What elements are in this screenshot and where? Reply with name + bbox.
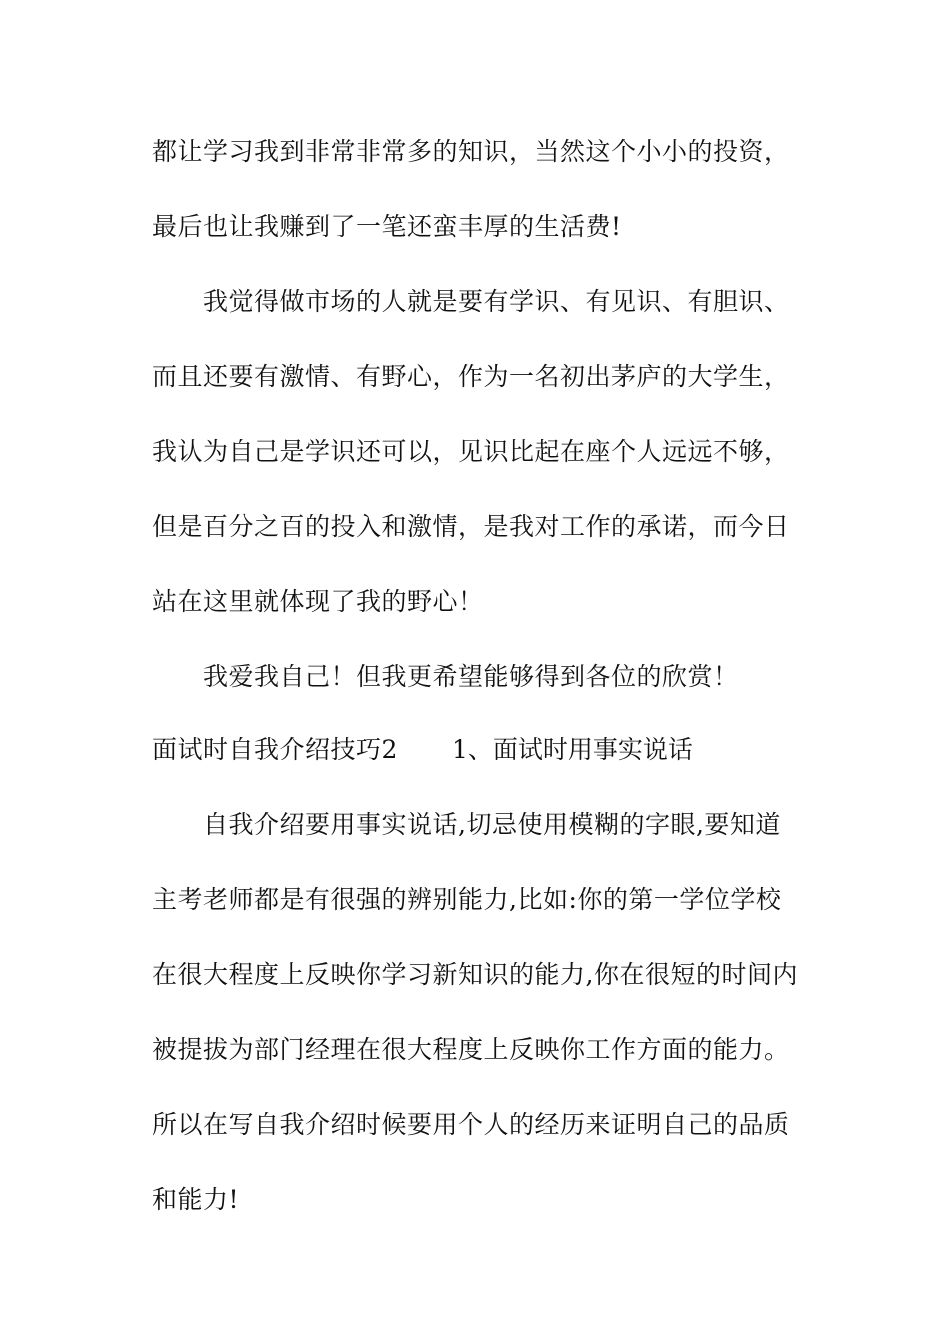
text-line: 在很大程度上反映你学习新知识的能力,你在很短的时间内 (152, 960, 798, 989)
text-line: 最后也让我赚到了一笔还蛮丰厚的生活费! (152, 212, 622, 241)
section-subheading: 1、面试时用事实说话 (452, 735, 693, 764)
text-line: 被提拔为部门经理在很大程度上反映你工作方面的能力。 (152, 1035, 790, 1064)
text-line: 主考老师都是有很强的辨别能力,比如:你的第一学位学校 (152, 885, 782, 914)
text-line: 我认为自己是学识还可以，见识比起在座个人远远不够， (152, 437, 790, 466)
text-line: 和能力! (152, 1185, 240, 1214)
text-line: 自我介绍要用事实说话,切忌使用模糊的字眼,要知道 (203, 810, 781, 839)
text-line: 而且还要有激情、有野心，作为一名初出茅庐的大学生， (152, 362, 790, 391)
text-line: 我觉得做市场的人就是要有学识、有见识、有胆识、 (203, 287, 790, 316)
text-line: 我爱我自己！但我更希望能够得到各位的欣赏！ (203, 662, 739, 691)
text-line: 都让学习我到非常非常多的知识，当然这个小小的投资， (152, 137, 790, 166)
section-heading: 面试时自我介绍技巧2 (152, 735, 398, 764)
text-line: 站在这里就体现了我的野心！ (152, 587, 484, 616)
text-line: 但是百分之百的投入和激情，是我对工作的承诺，而今日 (152, 512, 790, 541)
text-line: 所以在写自我介绍时候要用个人的经历来证明自己的品质 (152, 1110, 790, 1139)
